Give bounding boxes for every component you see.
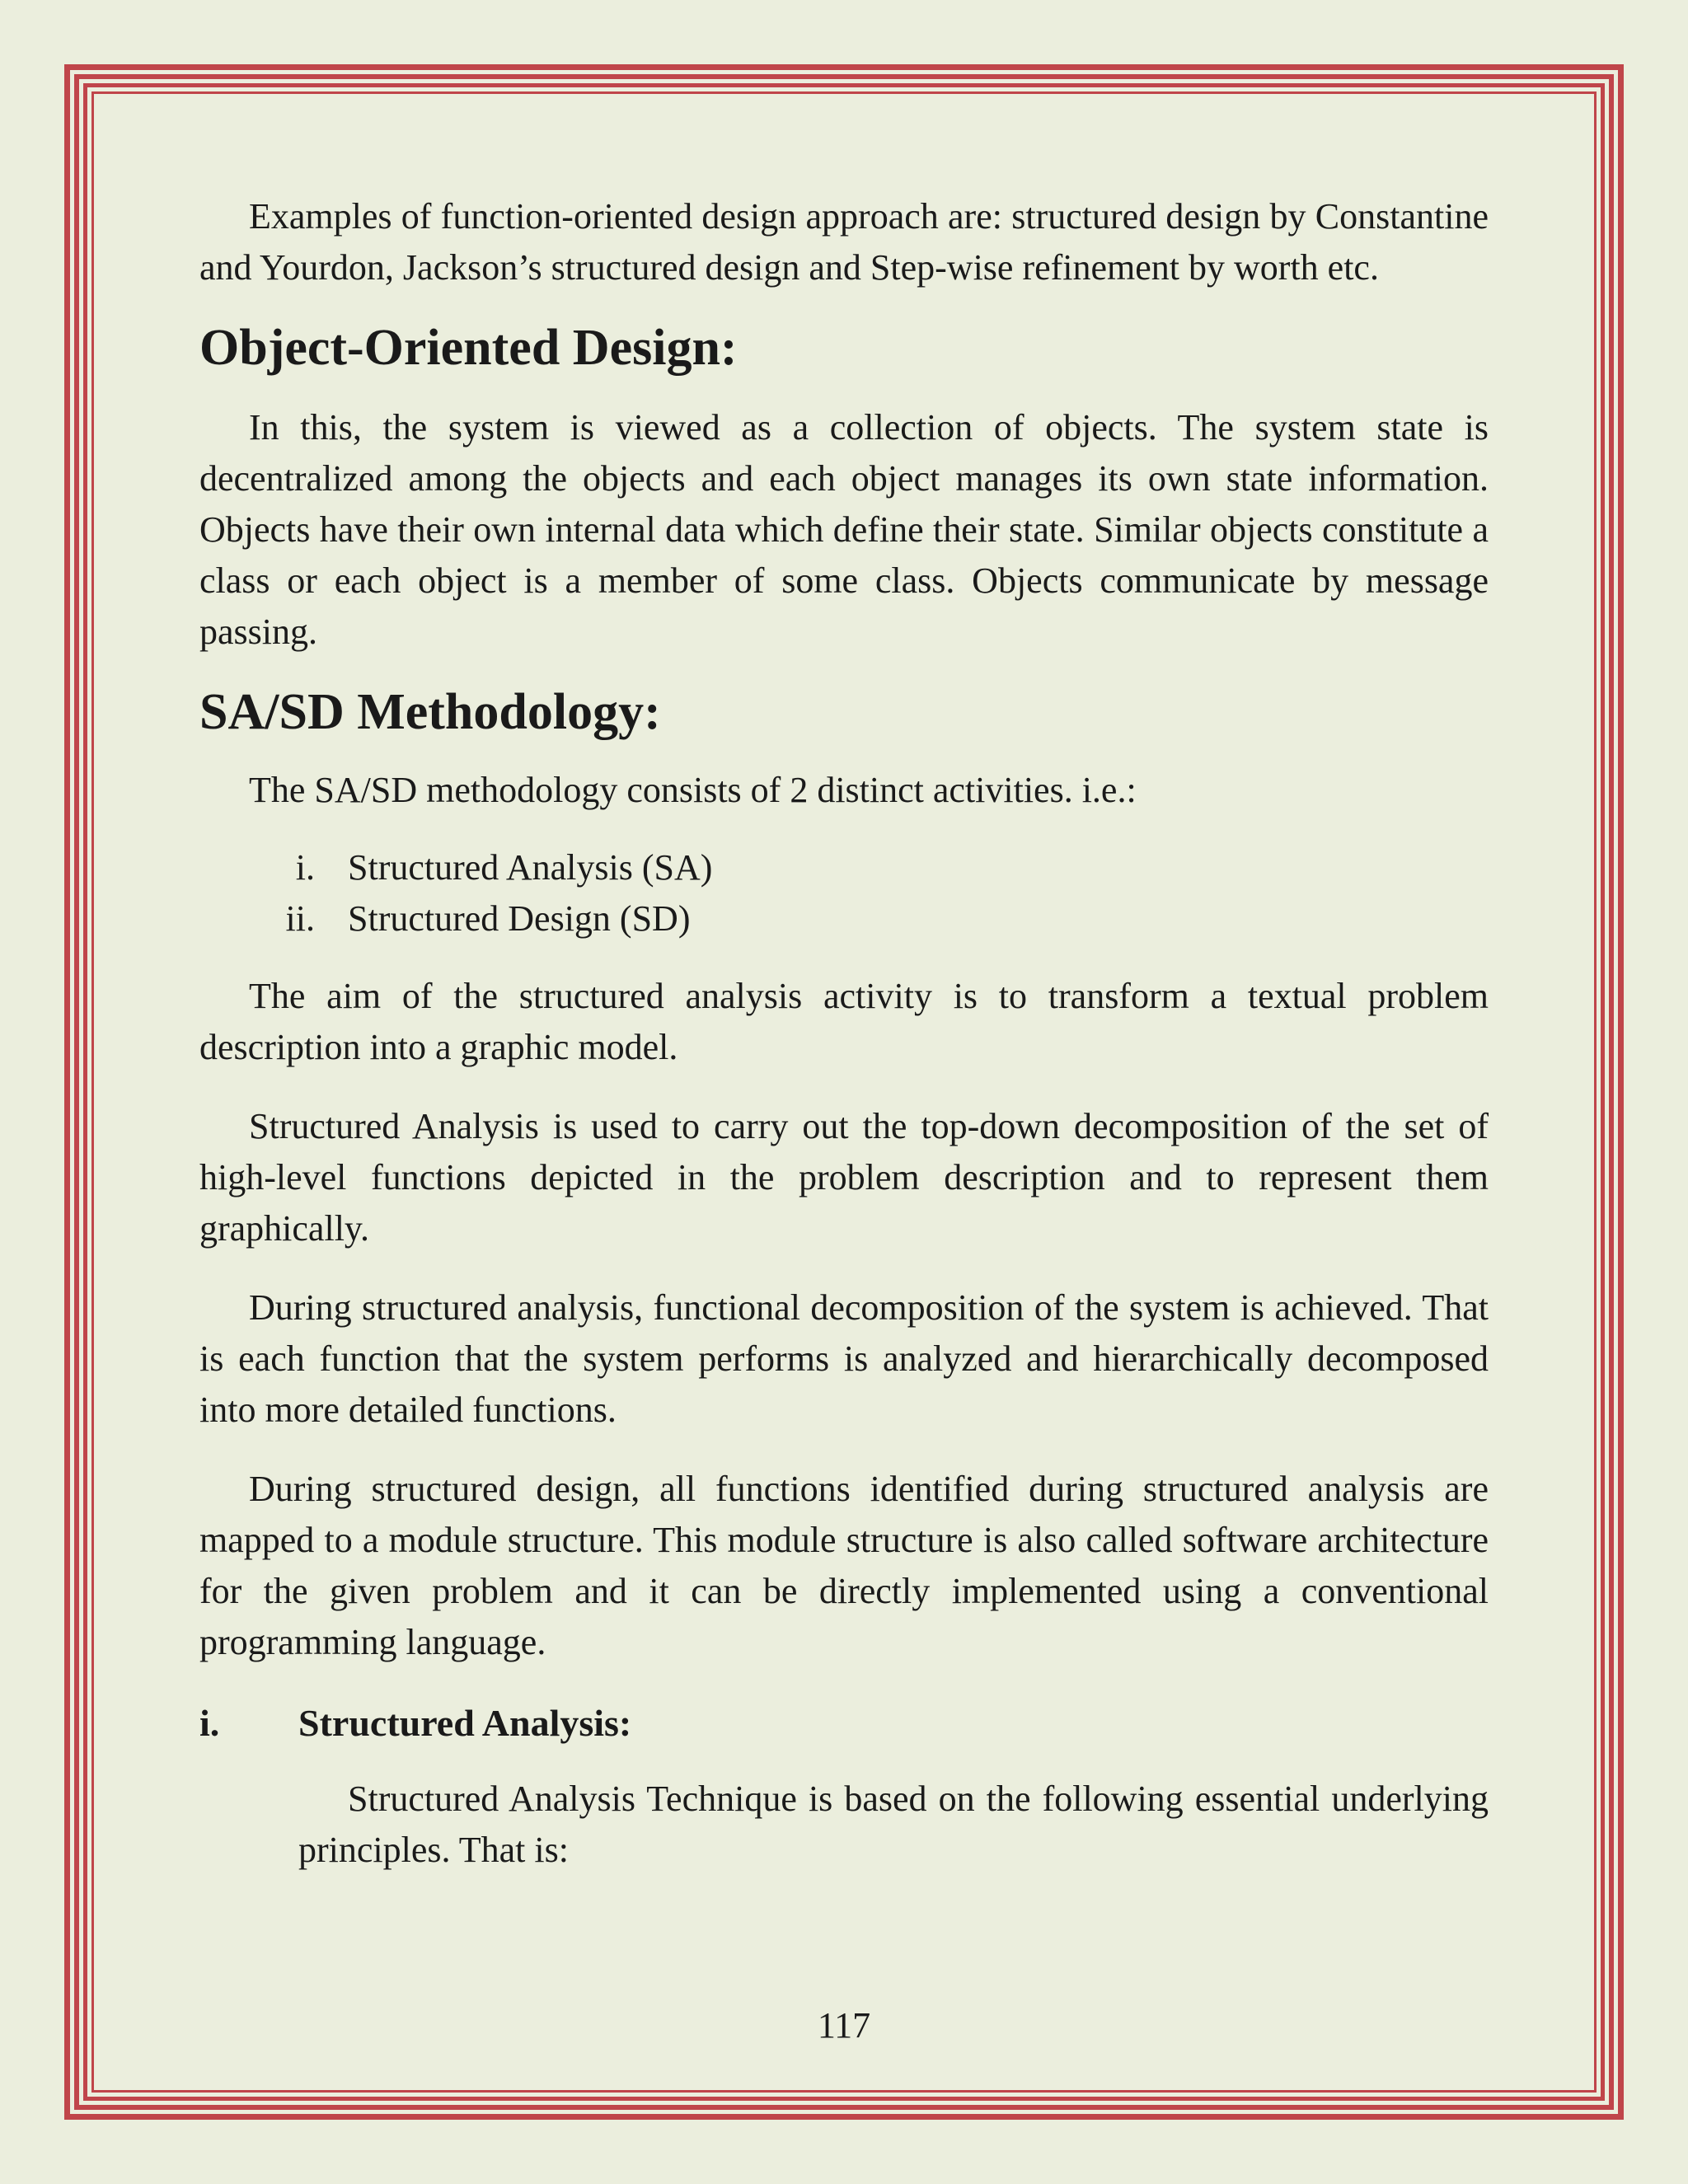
sa-subheading-text: Structured Analysis: [298, 1702, 632, 1744]
sa-subsection [199, 1774, 1489, 1876]
examples-paragraph: Examples of function-oriented design approach are: structured design by Constantine and Yourdon, Jackson’s structured design and Step-wise refinement by worth etc. [199, 196, 1489, 288]
page-content [199, 191, 1489, 1876]
sa-subheading [199, 1698, 1489, 1749]
ood-heading: Object-Oriented Design: [199, 320, 738, 376]
activities-list [199, 842, 1489, 944]
list-marker: i. [295, 847, 315, 888]
sa-used-paragraph: Structured Analysis is used to carry out the top-down decomposition of the set of high-level functions depicted in the problem description and to represent them graphically. [199, 1106, 1489, 1249]
list-item [199, 842, 1489, 893]
page-number: 117 [817, 2005, 871, 2046]
ood-paragraph: In this, the system is viewed as a collection of objects. The system state is decentralized among the objects and each object manages its own state information. Objects have their own internal data which define their state. Similar objects constitute a class or each object is a member of some class. Objects communicate by message passing. [199, 407, 1489, 652]
aim-paragraph: The aim of the structured analysis activity is to transform a textual problem description into a graphic model. [199, 976, 1489, 1067]
list-item [199, 893, 1489, 944]
list-item-label: Structured Analysis (SA) [348, 847, 713, 888]
sasd-intro-paragraph: The SA/SD methodology consists of 2 distinct activities. i.e.: [249, 770, 1137, 810]
sa-subheading-number: i. [199, 1702, 220, 1744]
during-sa-paragraph: During structured analysis, functional decomposition of the system is achieved. That is each function that the system performs is analyzed and hierarchically decomposed into more detailed functions. [199, 1287, 1489, 1430]
sa-technique-paragraph: Structured Analysis Technique is based on the following essential underlying principles. That is: [298, 1779, 1489, 1870]
during-sd-paragraph: During structured design, all functions identified during structured analysis are mapped to a module structure. This module structure is also called software architecture for the given problem and it can be directly implemented using a conventional programming language. [199, 1469, 1489, 1662]
sasd-heading: SA/SD Methodology: [199, 684, 661, 740]
list-marker: ii. [285, 898, 315, 939]
list-item-label: Structured Design (SD) [348, 898, 691, 939]
